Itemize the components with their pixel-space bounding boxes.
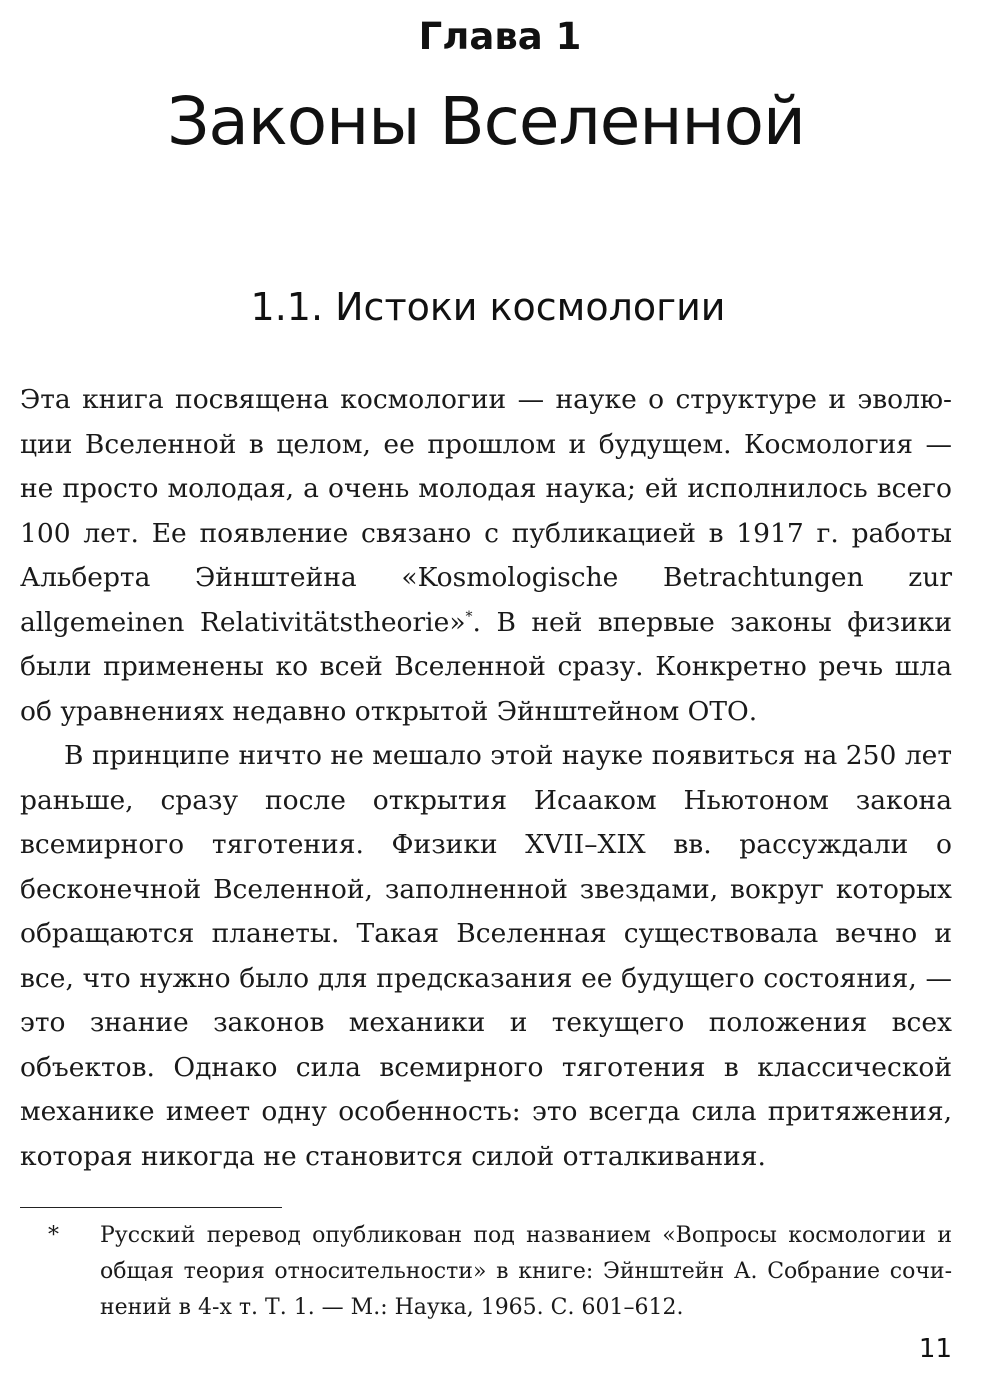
footnote-text: Русский перевод опубликован под названием «Вопросы космологии и общая теория относительности» в книге: Эйнштейн А. Собрание сочинений в 4-х т. Т. 1. — М.: Наука, 1965. С. 601–612. [100, 1223, 952, 1320]
footnote-mark: * [48, 1223, 59, 1248]
paragraph-1-text-before-note: Эта книга посвящена космологии — науке о структуре и эволюции Вселенной в целом, ее прошлом и будущем. Космология — не просто молодая, а очень молодая наука; ей исполнилось всего 100 лет. Ее появление связано с публикацией в 1917 г. работы Альберта Эйнштейна «Kosmologische Betrachtungen zur allgemeinen Relativitätstheorie» [20, 384, 952, 638]
footnote-divider [20, 1207, 282, 1208]
paragraph-1 [20, 378, 952, 734]
section-title: 1.1. Истоки космологии [250, 285, 726, 329]
chapter-label: Глава 1 [418, 15, 582, 58]
page-number: 11 [918, 1334, 952, 1364]
body-text [20, 378, 952, 1179]
chapter-title: Законы Вселенной [167, 83, 805, 160]
footnote-reference-mark[interactable]: * [465, 608, 473, 625]
footnote [20, 1218, 952, 1326]
paragraph-2: В принципе ничто не мешало этой науке появиться на 250 лет раньше, сразу после открытия Исааком Ньютоном закона всемирного тяготения. Физики XVII–XIX вв. рассуждали о бесконечной Вселенной, заполненной звездами, вокруг которых обращаются планеты. Такая Вселенная существовала вечно и все, что нужно было для предсказания ее будущего состояния, — это знание законов механики и текущего положения всех объектов. Однако сила всемирного тяготения в классической механике имеет одну особенность: это всегда сила притяжения, которая никогда не становится силой отталкивания. [20, 740, 952, 1172]
paragraph-1-text-after-note: . В ней впервые законы физики были применены ко всей Вселенной сразу. Конкретно речь шла об уравнениях недавно открытой Эйнштейном ОТО. [20, 606, 952, 727]
